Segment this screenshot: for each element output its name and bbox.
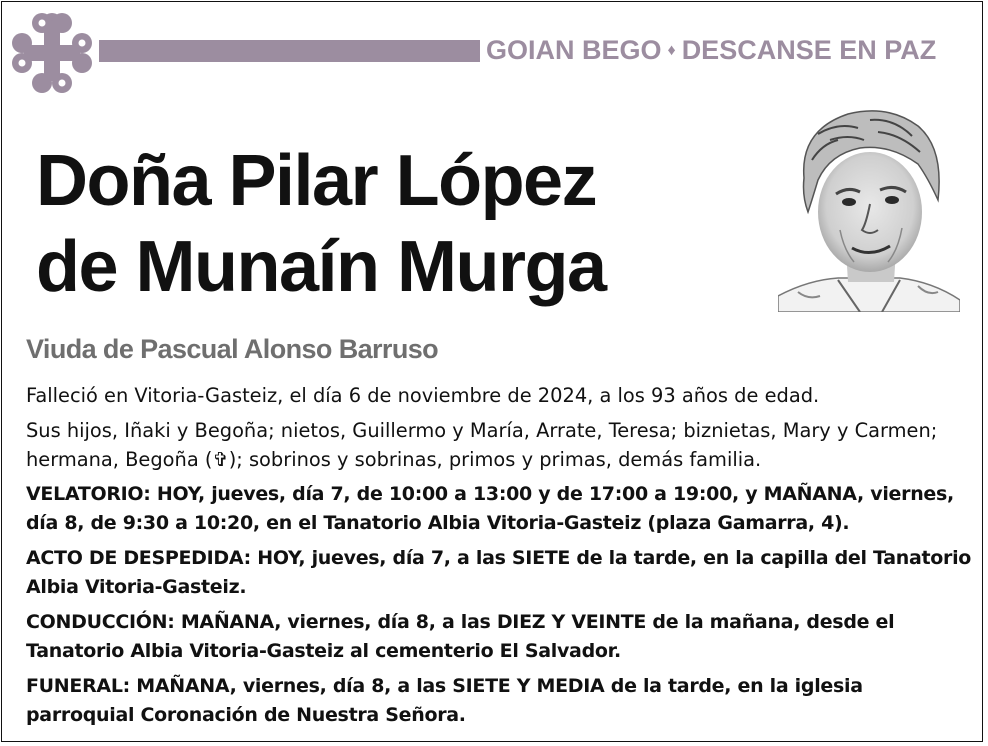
family-paragraph: Sus hijos, Iñaki y Begoña; nietos, Guillermo y María, Arrate, Teresa; biznietas, Mary y Carmen; hermana, Begoña (✞); sobrinos y sobrinas, primos y primas, demás familia. xyxy=(26,416,976,474)
brand-name: GOIAN BEGO xyxy=(486,35,662,65)
despedida-paragraph: ACTO DE DESPEDIDA: HOY, jueves, día 7, a las SIETE de la tarde, en la capilla del Tanatorio Albia Vitoria-Gasteiz. xyxy=(26,547,972,598)
widow-subtitle: Viuda de Pascual Alonso Barruso xyxy=(26,334,439,364)
header-rule xyxy=(99,40,480,62)
funeral-paragraph: FUNERAL: MAÑANA, viernes, día 8, a las SIETE Y MEDIA de la tarde, en la iglesia parroquial Coronación de Nuestra Señora. xyxy=(26,675,863,726)
lauburu-icon xyxy=(10,11,94,95)
death-paragraph: Falleció en Vitoria-Gasteiz, el día 6 de noviembre de 2024, a los 93 años de edad. xyxy=(26,384,820,407)
header-title xyxy=(486,32,936,68)
portrait-photo xyxy=(778,100,960,312)
diamond-separator-icon: ♦ xyxy=(667,42,676,59)
deceased-name xyxy=(36,138,606,310)
header-tagline: DESCANSE EN PAZ xyxy=(681,35,937,65)
name-line-2: de Munaín Murga xyxy=(36,227,606,307)
notice-body xyxy=(26,381,976,736)
velatorio-paragraph: VELATORIO: HOY, jueves, día 7, de 10:00 a 13:00 y de 17:00 a 19:00, y MAÑANA, viernes, día 8, de 9:30 a 10:20, en el Tanatorio Albia Vitoria-Gasteiz (plaza Gamarra, 4). xyxy=(26,483,954,534)
obituary-notice xyxy=(1,1,983,742)
conduccion-paragraph: CONDUCCIÓN: MAÑANA, viernes, día 8, a las DIEZ Y VEINTE de la mañana, desde el Tanatorio Albia Vitoria-Gasteiz al cementerio El Salvador. xyxy=(26,611,895,662)
name-line-1: Doña Pilar López xyxy=(36,141,597,221)
cross-icon: ✞ xyxy=(212,448,229,471)
